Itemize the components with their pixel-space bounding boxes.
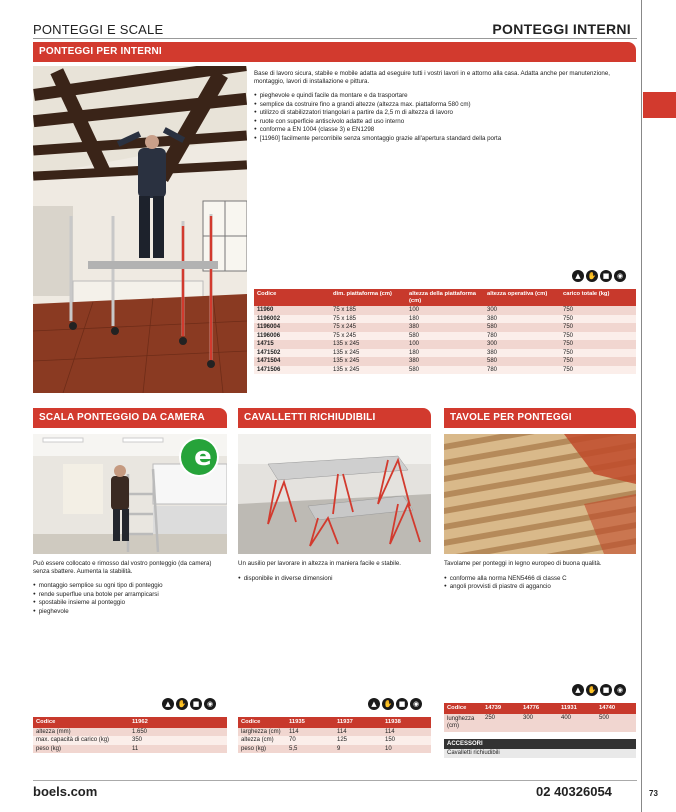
cavalletti-bullet-list	[238, 574, 431, 583]
footer-divider	[33, 780, 637, 781]
table-cell: 300	[484, 306, 560, 315]
table-cell: 380	[484, 315, 560, 324]
table-cell: 750	[560, 323, 636, 332]
column-header: 11938	[382, 717, 431, 728]
list-item: ● disponibile in diverse dimensioni	[238, 574, 431, 583]
table-row	[254, 349, 636, 358]
table-header-row	[238, 717, 431, 728]
table-cell: 75 x 185	[330, 306, 406, 315]
list-item: ● angoli provvisti di piastre di aggancio	[444, 582, 636, 591]
glove-icon: ✋	[587, 686, 597, 694]
table-cell: 1471504	[254, 357, 330, 366]
table-cell: 1196002	[254, 315, 330, 324]
column-header: 14740	[596, 703, 636, 714]
column-header: 14776	[520, 703, 558, 714]
table-cell: 750	[560, 357, 636, 366]
table-row	[254, 340, 636, 349]
table-cell: 100	[406, 340, 484, 349]
table-cell: 1471502	[254, 349, 330, 358]
table-row	[238, 745, 431, 754]
list-item: ● spostabile insieme al ponteggio	[33, 598, 227, 607]
table-cell: 125	[334, 736, 382, 745]
table-row	[254, 323, 636, 332]
table-row	[33, 728, 227, 737]
boot-icon: ■	[190, 698, 202, 710]
table-row	[33, 736, 227, 745]
table-row	[254, 366, 636, 375]
list-item: ● montaggio semplice su ogni tipo di ponteggio	[33, 581, 227, 590]
table-row	[254, 332, 636, 341]
table-cell: 100	[406, 306, 484, 315]
helmet-icon: ◉	[204, 698, 216, 710]
safety-icons-scala	[162, 698, 216, 710]
section-title: PONTEGGI E SCALE	[33, 22, 164, 37]
table-cell: 114	[382, 728, 431, 737]
column-header: 11935	[286, 717, 334, 728]
list-item: ● [11960] facilmente percorribile senza smontaggio grazie all'apertura standard della porta	[254, 134, 636, 143]
boot-icon: ■	[600, 270, 612, 282]
scala-section-header: SCALA PONTEGGIO DA CAMERA	[33, 408, 227, 428]
list-item: ● pieghevole	[33, 607, 227, 616]
side-tab-marker	[643, 92, 676, 118]
table-row	[254, 306, 636, 315]
column-header: Codice	[444, 703, 482, 714]
column-header: 11931	[558, 703, 596, 714]
column-header: altezza della piattaforma (cm)	[406, 289, 484, 306]
table-cell: 135 x 245	[330, 349, 406, 358]
tavole-intro: Tavolame per ponteggi in legno europeo di buona qualità.	[444, 560, 602, 567]
table-cell: 1.650	[129, 728, 227, 737]
accessories-item: Cavalletti richiudibili	[444, 749, 636, 758]
table-cell: 750	[560, 315, 636, 324]
table-cell: 75 x 245	[330, 332, 406, 341]
table-cell: peso (kg)	[238, 745, 286, 754]
table-cell: 300	[520, 714, 558, 732]
table-cell: 580	[406, 366, 484, 375]
cavalletti-section-header: CAVALLETTI RICHIUDIBILI	[238, 408, 431, 428]
column-header: Codice	[238, 717, 286, 728]
table-cell: 580	[484, 357, 560, 366]
list-item: ● pieghevole e quindi facile da montare e da trasportare	[254, 91, 636, 100]
table-cell: 180	[406, 349, 484, 358]
table-cell: 380	[484, 349, 560, 358]
table-cell: 350	[129, 736, 227, 745]
table-cell: 750	[560, 366, 636, 375]
table-cell: 750	[560, 306, 636, 315]
table-cell: 380	[406, 323, 484, 332]
tavole-bullet-list	[444, 574, 636, 591]
table-cell: 135 x 245	[330, 366, 406, 375]
boot-icon: ■	[600, 684, 612, 696]
table-cell: altezza (mm)	[33, 728, 129, 737]
main-intro: Base di lavoro sicura, stabile e mobile adatta ad eseguire tutti i vostri lavori in e attorno alla casa. Adatta anche per manutenzione, montaggio, lavori di installazione e pittura.	[254, 70, 610, 85]
boot-icon: ■	[396, 698, 408, 710]
table-cell: 1471506	[254, 366, 330, 375]
table-cell: 135 x 245	[330, 357, 406, 366]
table-cell: 114	[286, 728, 334, 737]
hardhat-icon: ▲	[572, 684, 584, 696]
table-cell: larghezza (cm)	[238, 728, 286, 737]
table-cell: 180	[406, 315, 484, 324]
tavole-photo	[444, 434, 636, 554]
scala-intro: Può essere collocato e rimosso dal vostro ponteggio (da camera) senza sbattere. Aumenta la stabilità.	[33, 560, 212, 575]
list-item: ● semplice da costruire fino a grandi altezze (altezza max. piattaforma 580 cm)	[254, 100, 636, 109]
cavalletti-description	[238, 560, 431, 582]
page-edge-line	[641, 0, 642, 812]
list-item: ● conforme alla norma NEN5466 di classe C	[444, 574, 636, 583]
table-header-row	[254, 289, 636, 306]
cavalletti-photo	[238, 434, 431, 554]
glove-icon: ✋	[383, 700, 393, 708]
table-cell: 300	[484, 340, 560, 349]
table-cell: 10	[382, 745, 431, 754]
footer-phone: 02 40326054	[536, 784, 612, 799]
table-cell: altezza (cm)	[238, 736, 286, 745]
e-badge-icon: e	[194, 442, 212, 472]
column-header: Codice	[33, 717, 129, 728]
hardhat-icon: ▲	[368, 698, 380, 710]
page-number: 73	[649, 789, 658, 798]
table-cell: 750	[560, 332, 636, 341]
column-header: carico totale (kg)	[560, 289, 636, 306]
column-header: Codice	[254, 289, 330, 306]
table-cell: 14715	[254, 340, 330, 349]
table-row	[444, 714, 636, 732]
table-row	[254, 315, 636, 324]
accessories-header: ACCESSORI	[444, 739, 636, 749]
main-section-header: PONTEGGI PER INTERNI	[33, 42, 636, 62]
safety-icons-tavole	[572, 684, 626, 696]
tavole-description	[444, 560, 636, 591]
column-header: altezza operativa (cm)	[484, 289, 560, 306]
table-cell: 750	[560, 349, 636, 358]
glove-icon: ✋	[587, 272, 597, 280]
table-cell: 250	[482, 714, 520, 732]
table-cell: 1196004	[254, 323, 330, 332]
table-row	[238, 728, 431, 737]
scala-spec-table	[33, 717, 227, 753]
category-title: PONTEGGI INTERNI	[492, 21, 631, 37]
table-cell: 380	[406, 357, 484, 366]
column-header: 14739	[482, 703, 520, 714]
table-cell: 75 x 245	[330, 323, 406, 332]
table-cell: 580	[406, 332, 484, 341]
main-description	[254, 70, 636, 142]
table-cell: 5,5	[286, 745, 334, 754]
table-cell: 70	[286, 736, 334, 745]
tavole-spec-table	[444, 703, 636, 732]
table-row	[33, 745, 227, 754]
table-cell: 780	[484, 366, 560, 375]
main-bullet-list	[254, 91, 636, 142]
helmet-icon: ◉	[410, 698, 422, 710]
scaffold-photo	[33, 66, 247, 393]
table-cell: 114	[334, 728, 382, 737]
glove-icon: ✋	[177, 700, 187, 708]
hardhat-icon: ▲	[572, 270, 584, 282]
table-cell: 150	[382, 736, 431, 745]
column-header: 11962	[129, 717, 227, 728]
header-divider	[33, 38, 637, 39]
tavole-section-header: TAVOLE PER PONTEGGI	[444, 408, 636, 428]
table-header-row	[444, 703, 636, 714]
column-header: 11937	[334, 717, 382, 728]
safety-icons-main	[572, 270, 626, 282]
hardhat-icon: ▲	[162, 698, 174, 710]
table-cell: max. capacità di carico (kg)	[33, 736, 129, 745]
table-cell: 1196006	[254, 332, 330, 341]
list-item: ● rende superflue una botole per arrampicarsi	[33, 590, 227, 599]
table-cell: peso (kg)	[33, 745, 129, 754]
column-header: dim. piattaforma (cm)	[330, 289, 406, 306]
table-cell: 75 x 185	[330, 315, 406, 324]
main-spec-table	[254, 289, 636, 374]
list-item: ● ruote con superficie antiscivolo adatte ad uso interno	[254, 117, 636, 126]
helmet-icon: ◉	[614, 684, 626, 696]
table-cell: 400	[558, 714, 596, 732]
table-cell: 500	[596, 714, 636, 732]
footer-website: boels.com	[33, 784, 98, 799]
list-item: ● conforme a EN 1004 (classe 3) e EN1298	[254, 125, 636, 134]
table-cell: 135 x 245	[330, 340, 406, 349]
safety-icons-cavalletti	[368, 698, 422, 710]
table-cell: 780	[484, 332, 560, 341]
table-cell: lunghezza (cm)	[444, 714, 482, 732]
table-cell: 9	[334, 745, 382, 754]
list-item: ● utilizzo di stabilizzatori triangolari a partire da 2,5 m di altezza di lavoro	[254, 108, 636, 117]
table-cell: 11960	[254, 306, 330, 315]
cavalletti-intro: Un ausilio per lavorare in altezza in maniera facile e stabile.	[238, 560, 402, 567]
table-cell: 11	[129, 745, 227, 754]
table-row	[238, 736, 431, 745]
table-row	[254, 357, 636, 366]
scala-bullet-list	[33, 581, 227, 615]
scala-description	[33, 560, 227, 615]
table-header-row	[33, 717, 227, 728]
cavalletti-spec-table	[238, 717, 431, 753]
table-cell: 750	[560, 340, 636, 349]
helmet-icon: ◉	[614, 270, 626, 282]
table-cell: 580	[484, 323, 560, 332]
